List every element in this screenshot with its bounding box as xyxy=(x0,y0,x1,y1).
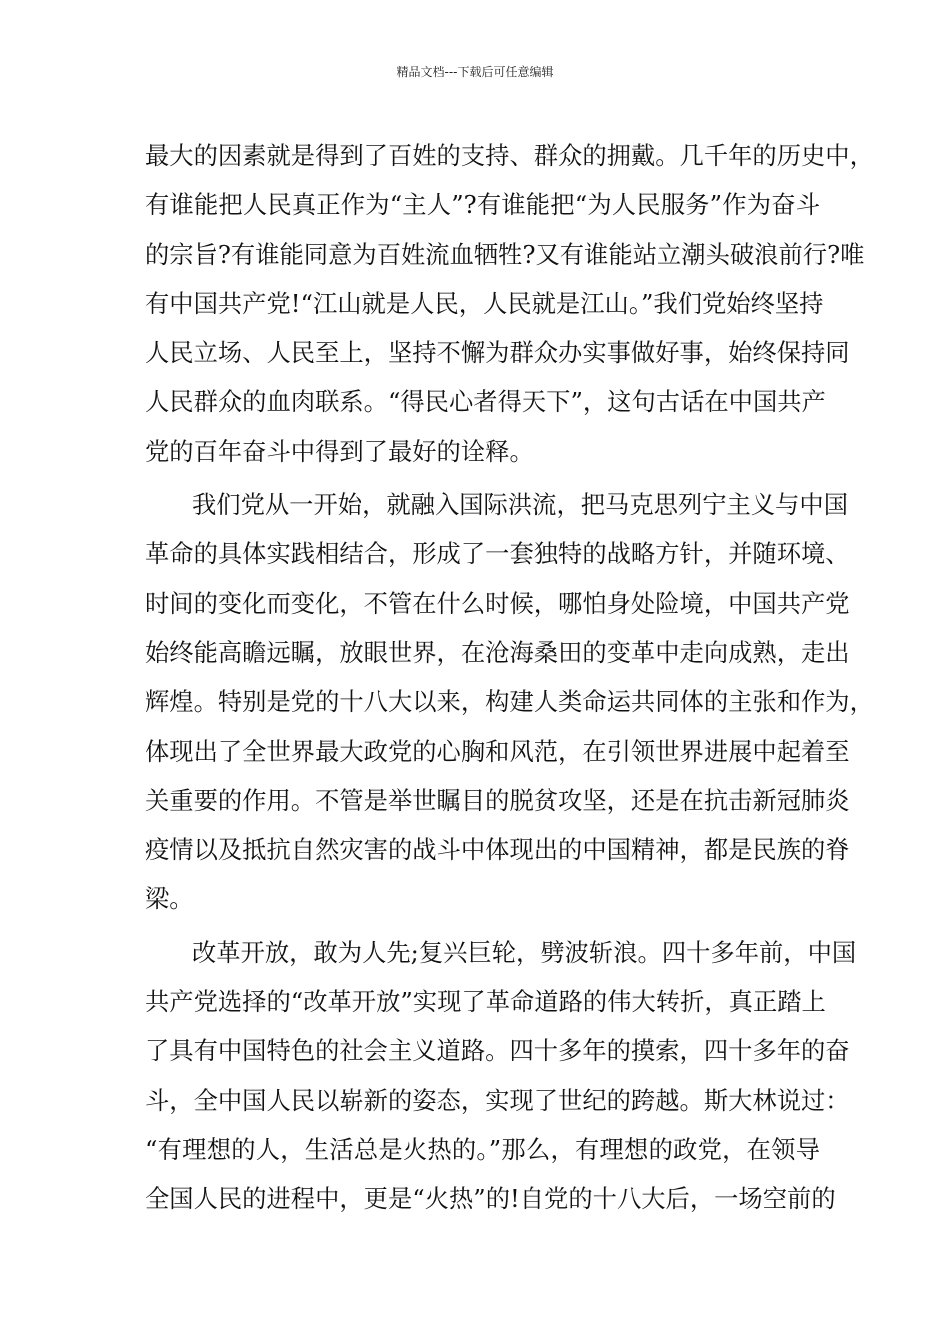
text-line: 梁。 xyxy=(145,884,194,914)
text-line: 始终能高瞻远瞩，放眼世界，在沧海桑田的变革中走向成熟，走出 xyxy=(145,637,850,667)
text-line: 疫情以及抵抗自然灾害的战斗中体现出的中国精神，都是民族的脊 xyxy=(145,835,850,865)
text-line: 辉煌。特别是党的十八大以来，构建人类命运共同体的主张和作为， xyxy=(145,687,874,717)
text-line: 斗，全中国人民以崭新的姿态，实现了世纪的跨越。斯大林说过： xyxy=(145,1085,850,1115)
text-line: “有理想的人，生活总是火热的。”那么，有理想的政党，在领导 xyxy=(145,1134,820,1164)
text-line: 有中国共产党!“江山就是人民，人民就是江山。”我们党始终坚持 xyxy=(145,288,824,318)
text-line: 全国人民的进程中，更是“火热”的!自党的十八大后，一场空前的 xyxy=(145,1184,836,1214)
text-line: 有谁能把人民真正作为“主人”?有谁能把“为人民服务”作为奋斗 xyxy=(145,190,820,220)
text-line: 体现出了全世界最大政党的心胸和风范，在引领世界进展中起着至 xyxy=(145,736,850,766)
text-line: 党的百年奋斗中得到了最好的诠释。 xyxy=(145,436,534,466)
text-line: 共产党选择的“改革开放”实现了革命道路的伟大转折，真正踏上 xyxy=(145,987,826,1017)
text-line: 了具有中国特色的社会主义道路。四十多年的摸索，四十多年的奋 xyxy=(145,1036,850,1066)
text-line: 改革开放，敢为人先;复兴巨轮，劈波斩浪。四十多年前，中国 xyxy=(192,937,857,967)
text-line: 最大的因素就是得到了百姓的支持、群众的拥戴。几千年的历史中， xyxy=(145,141,874,170)
text-line: 我们党从一开始，就融入国际洪流，把马克思列宁主义与中国 xyxy=(192,490,849,520)
document-body xyxy=(145,131,874,1224)
text-line: 人民立场、人民至上，坚持不懈为群众办实事做好事，始终保持同 xyxy=(145,338,850,368)
text-line: 关重要的作用。不管是举世瞩目的脱贫攻坚，还是在抗击新冠肺炎 xyxy=(145,785,850,815)
page-header: 精品文档---下载后可任意编辑 xyxy=(396,65,554,79)
text-line: 革命的具体实践相结合，形成了一套独特的战略方针，并随环境、 xyxy=(145,539,850,569)
text-line: 的宗旨?有谁能同意为百姓流血牺牲?又有谁能站立潮头破浪前行?唯 xyxy=(145,239,865,269)
text-line: 时间的变化而变化，不管在什么时候，哪怕身处险境，中国共产党 xyxy=(145,588,850,618)
text-line: 人民群众的血肉联系。“得民心者得天下”，这句古话在中国共产 xyxy=(145,387,826,417)
